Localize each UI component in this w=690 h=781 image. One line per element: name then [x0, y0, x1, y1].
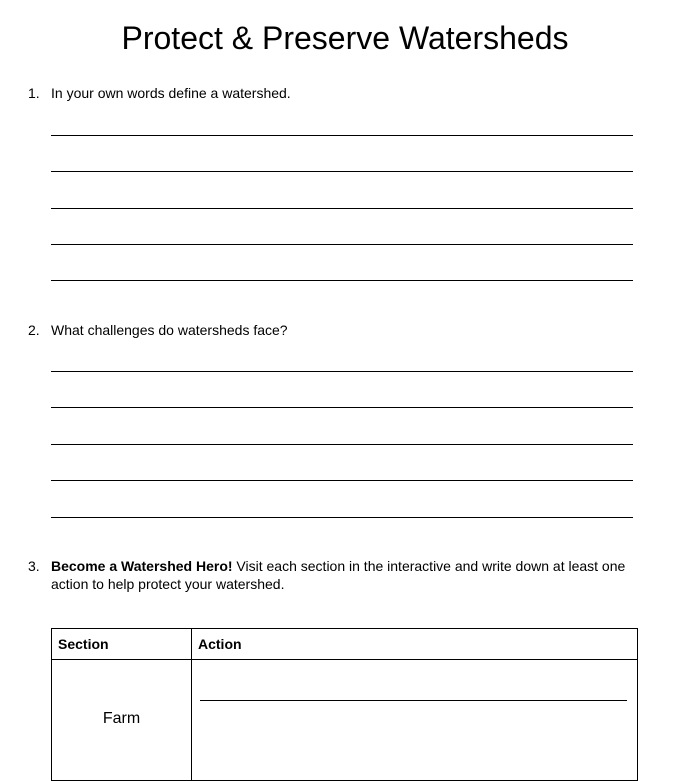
- section-cell: Farm: [52, 660, 192, 781]
- answer-line[interactable]: [51, 480, 633, 481]
- answer-line[interactable]: [51, 371, 633, 372]
- table-header-row: [52, 629, 638, 660]
- worksheet-title: Protect & Preserve Watersheds: [121, 20, 569, 56]
- header-action: Action: [192, 629, 638, 660]
- question-number: 1.: [28, 85, 40, 101]
- question-number: 3.: [28, 558, 40, 574]
- question-text: [51, 557, 628, 593]
- question-1: [28, 84, 628, 102]
- table-row: [52, 660, 638, 781]
- answer-line[interactable]: [51, 244, 633, 245]
- answer-line[interactable]: [51, 208, 633, 209]
- header-section: Section: [52, 629, 192, 660]
- question-text: What challenges do watersheds face?: [51, 322, 288, 338]
- answer-line[interactable]: [51, 171, 633, 172]
- answer-line[interactable]: [51, 407, 633, 408]
- action-cell[interactable]: [192, 660, 638, 781]
- answer-line[interactable]: [51, 280, 633, 281]
- question-number: 2.: [28, 322, 40, 338]
- answer-line[interactable]: [51, 517, 633, 518]
- answer-line[interactable]: [51, 135, 633, 136]
- question-3: [28, 557, 628, 593]
- question-text: In your own words define a watershed.: [51, 85, 291, 101]
- answer-line[interactable]: [200, 700, 627, 701]
- answer-line[interactable]: [51, 444, 633, 445]
- question-2: [28, 321, 628, 339]
- question-body-text: Visit each section in the interactive and write down at least one action to help protect your watershed.: [51, 558, 626, 592]
- question-bold-text: Become a Watershed Hero!: [51, 558, 233, 574]
- action-table: [51, 628, 638, 781]
